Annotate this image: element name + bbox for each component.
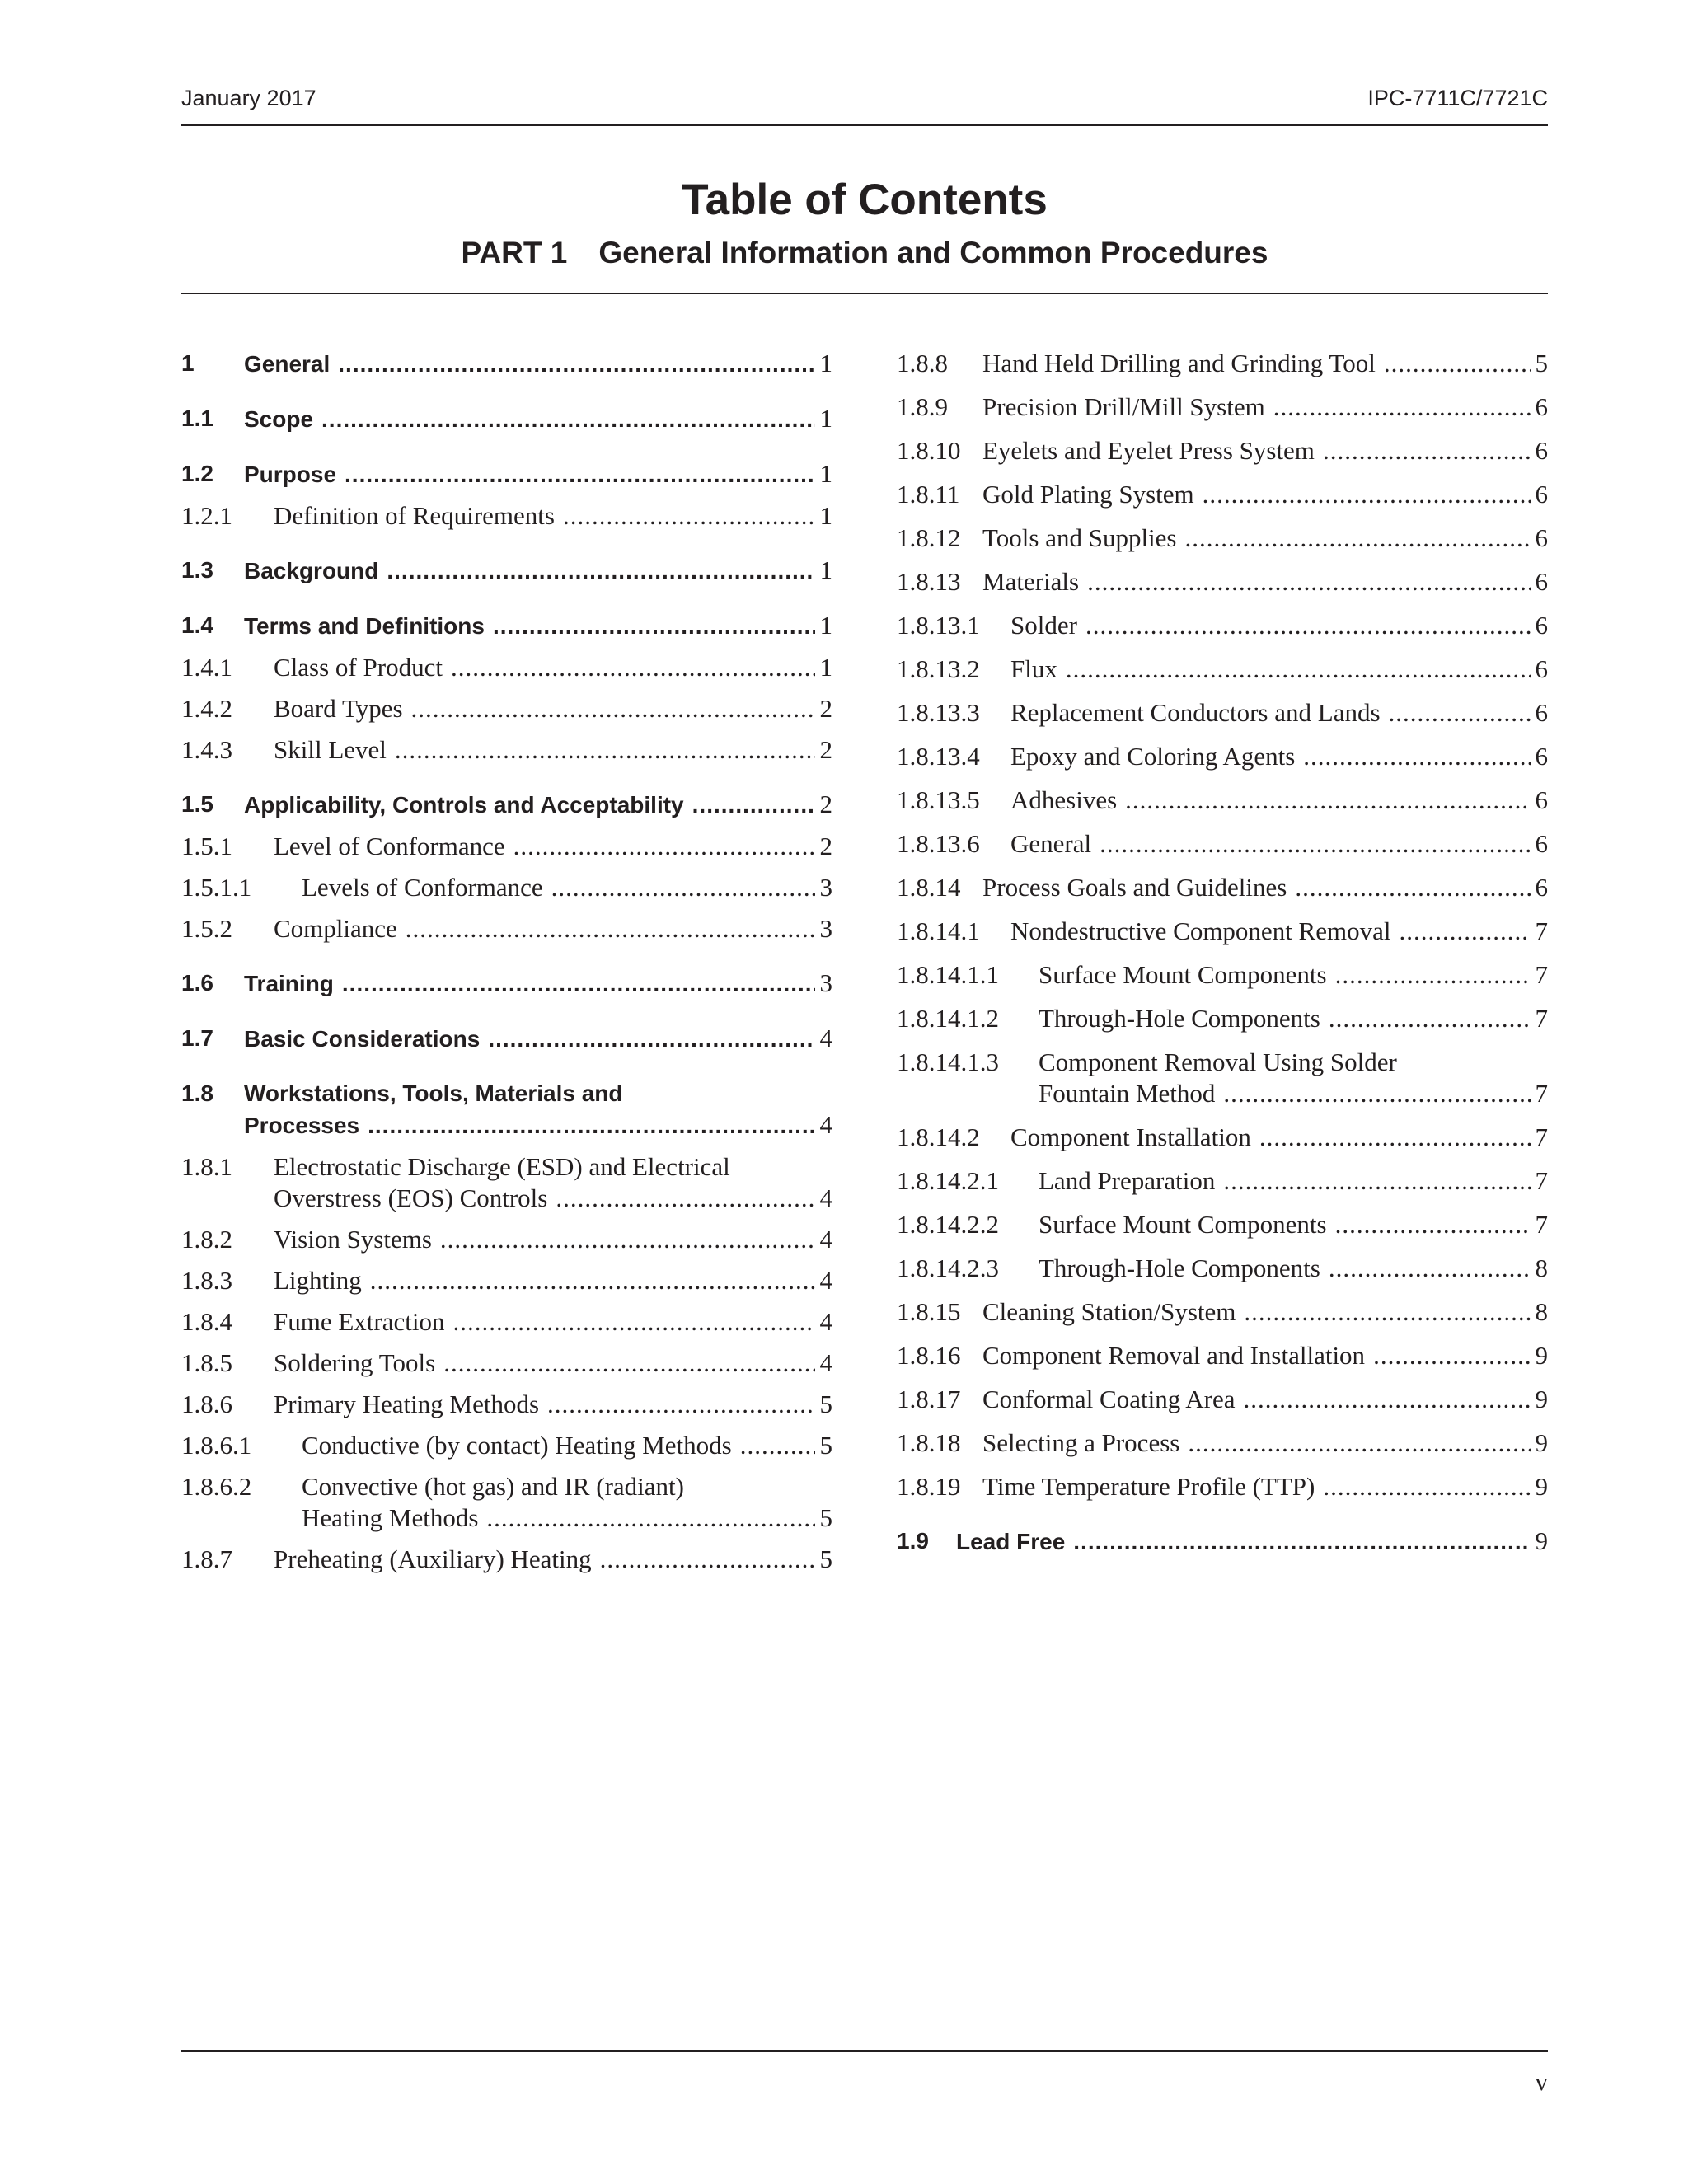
dot-leader	[563, 500, 815, 532]
toc-entry-number: 1.2	[181, 461, 213, 486]
toc-entry-label: Through-Hole Components	[1039, 1254, 1320, 1282]
toc-entry-page: 5	[819, 1390, 832, 1418]
toc-entry-number: 1.5.2	[181, 914, 232, 943]
toc-entry-number: 1.8.6.1	[181, 1431, 252, 1460]
header-document-id: IPC-7711C/7721C	[1367, 86, 1548, 110]
title-rule	[181, 293, 1548, 294]
toc-entry-page: 1	[819, 611, 832, 640]
toc-entry[interactable]	[897, 654, 1548, 685]
dot-leader	[513, 831, 815, 862]
toc-entry-label: Soldering Tools	[274, 1348, 436, 1377]
dot-leader	[1329, 1253, 1531, 1284]
dot-leader	[547, 1389, 814, 1420]
toc-entry[interactable]	[897, 1209, 1548, 1240]
toc-entry-page: 4	[819, 1183, 832, 1212]
toc-entry-number: 1.1	[181, 405, 213, 431]
page-number: v	[1535, 2067, 1548, 2096]
toc-entry[interactable]	[181, 1078, 832, 1141]
toc-entry-label: Terms and Definitions	[244, 613, 485, 639]
toc-entry-page: 1	[819, 501, 832, 530]
dot-leader	[1223, 1078, 1530, 1109]
toc-entry-label: Materials	[982, 567, 1080, 596]
toc-entry[interactable]	[897, 610, 1548, 641]
toc-entry[interactable]	[897, 1296, 1548, 1328]
toc-entry-label: Electrostatic Discharge (ESD) and Electrical	[274, 1152, 730, 1181]
toc-entry-page: 7	[1535, 1210, 1548, 1239]
toc-entry[interactable]	[897, 785, 1548, 816]
toc-entry-label: General	[244, 351, 331, 377]
toc-entry-page: 2	[819, 832, 832, 860]
dot-leader	[1223, 1165, 1530, 1197]
toc-entry[interactable]	[181, 789, 832, 821]
toc-entry-label: Definition of Requirements	[274, 501, 555, 530]
toc-entry[interactable]	[181, 1265, 832, 1296]
toc-entry[interactable]	[181, 1544, 832, 1575]
toc-entry-number: 1.3	[181, 557, 213, 583]
toc-entry[interactable]	[181, 1471, 832, 1534]
toc-entry-number: 1.7	[181, 1025, 213, 1051]
toc-entry-page: 7	[1535, 960, 1548, 989]
toc-entry-number: 1.5.1.1	[181, 873, 252, 902]
part-subtitle	[181, 236, 1548, 270]
toc-entry-label: Nondestructive Component Removal	[1010, 916, 1391, 945]
toc-entry-label: Time Temperature Profile (TTP)	[982, 1472, 1315, 1501]
toc-entry-label: Land Preparation	[1039, 1166, 1216, 1195]
toc-entry-page: 6	[1535, 523, 1548, 552]
toc-entry-number: 1.8.11	[897, 480, 960, 509]
toc-entry[interactable]	[181, 500, 832, 532]
toc-entry-number: 1.8.16	[897, 1341, 961, 1370]
dot-leader	[1389, 697, 1531, 729]
toc-entry-label-continued: Fountain Method	[1039, 1079, 1216, 1108]
dot-leader	[1273, 391, 1531, 423]
dot-leader	[1087, 566, 1530, 598]
dot-leader	[1329, 1003, 1531, 1034]
toc-entry-label: Component Removal and Installation	[982, 1341, 1366, 1370]
toc-entry-label: Conformal Coating Area	[982, 1385, 1236, 1413]
dot-leader	[338, 349, 814, 380]
toc-entry-label: Precision Drill/Mill System	[982, 392, 1265, 421]
toc-entry[interactable]	[897, 479, 1548, 510]
toc-entry-number: 1.8.13.5	[897, 785, 980, 814]
toc-entry-label: Compliance	[274, 914, 397, 943]
dot-leader	[488, 1024, 814, 1055]
toc-entry-label: Fume Extraction	[274, 1307, 445, 1336]
toc-entry[interactable]	[181, 403, 832, 435]
toc-entry-number: 1.8.14.2.2	[897, 1210, 999, 1239]
toc-entry[interactable]	[181, 1023, 832, 1055]
part-title: General Information and Common Procedures	[598, 236, 1268, 269]
toc-entry-number: 1.4.2	[181, 694, 232, 723]
toc-entry[interactable]	[897, 523, 1548, 554]
toc-entry[interactable]	[181, 1347, 832, 1379]
dot-leader	[1185, 523, 1531, 554]
dot-leader	[387, 555, 814, 587]
dot-leader	[1125, 785, 1530, 816]
toc-entry-number: 1.8.7	[181, 1544, 232, 1573]
toc-entry[interactable]	[897, 1253, 1548, 1284]
toc-entry-page: 5	[819, 1544, 832, 1573]
dot-leader	[1100, 828, 1530, 860]
toc-entry-number: 1.8.13.4	[897, 742, 980, 771]
toc-entry-page: 9	[1535, 1472, 1548, 1501]
toc-entry-label: Adhesives	[1010, 785, 1118, 814]
dot-leader	[692, 790, 815, 821]
dot-leader	[486, 1502, 814, 1534]
toc-entry-number: 1.8.5	[181, 1348, 232, 1377]
toc-entry-label: Background	[244, 558, 379, 583]
toc-entry[interactable]	[181, 872, 832, 903]
dot-leader	[345, 459, 814, 490]
dot-leader	[1066, 654, 1531, 685]
toc-entry[interactable]	[181, 968, 832, 1000]
footer-rule	[181, 2050, 1548, 2052]
toc-entry-number: 1.8.18	[897, 1428, 961, 1457]
dot-leader	[321, 404, 814, 435]
toc-entry-number: 1.8.10	[897, 436, 961, 465]
toc-entry[interactable]	[897, 959, 1548, 991]
toc-entry-label: Preheating (Auxiliary) Heating	[274, 1544, 592, 1573]
toc-entry[interactable]	[181, 693, 832, 724]
toc-entry-page: 8	[1535, 1254, 1548, 1282]
toc-entry-label-continued: Processes	[244, 1113, 360, 1138]
toc-entry[interactable]	[897, 1471, 1548, 1502]
toc-entry-label: Component Installation	[1010, 1122, 1251, 1151]
dot-leader	[1244, 1296, 1530, 1328]
toc-entry-page: 1	[819, 459, 832, 488]
toc-entry-number: 1.8.9	[897, 392, 948, 421]
part-number: PART 1	[461, 236, 568, 269]
toc-entry-page: 1	[819, 404, 832, 433]
toc-entry-label: Workstations, Tools, Materials and	[244, 1080, 623, 1106]
toc-entry-label: Levels of Conformance	[302, 873, 543, 902]
toc-entry-page: 4	[819, 1024, 832, 1052]
toc-entry-number: 1.8.4	[181, 1307, 232, 1336]
toc-entry-page: 6	[1535, 436, 1548, 465]
toc-entry-label: Primary Heating Methods	[274, 1390, 540, 1418]
toc-entry-number: 1.6	[181, 970, 213, 996]
toc-entry[interactable]	[897, 916, 1548, 947]
dot-leader	[452, 1306, 814, 1338]
toc-entry-number: 1.8.13.3	[897, 698, 980, 727]
toc-entry-page: 2	[819, 694, 832, 723]
toc-entry[interactable]	[897, 566, 1548, 598]
toc-right-column	[897, 348, 1548, 1558]
toc-entry-number: 1.5	[181, 791, 213, 817]
toc-entry-page: 4	[819, 1110, 832, 1139]
toc-entry-number: 1.8.2	[181, 1225, 232, 1254]
toc-entry-page: 2	[819, 790, 832, 818]
toc-entry-label: Gold Plating System	[982, 480, 1194, 509]
toc-entry-number: 1.8.13.2	[897, 654, 980, 683]
page-title: Table of Contents	[682, 176, 1048, 224]
dot-leader	[740, 1430, 815, 1461]
dot-leader	[1303, 741, 1530, 772]
toc-entry-page: 1	[819, 349, 832, 377]
toc-entry[interactable]	[897, 741, 1548, 772]
toc-entry-label: Vision Systems	[274, 1225, 432, 1254]
toc-entry-number: 1.8.3	[181, 1266, 232, 1295]
toc-entry-page: 4	[819, 1307, 832, 1336]
toc-entry-number: 1.8.13	[897, 567, 961, 596]
dot-leader	[1244, 1384, 1531, 1415]
toc-entry-page: 6	[1535, 698, 1548, 727]
toc-entry[interactable]	[897, 872, 1548, 903]
toc-entry[interactable]	[181, 1224, 832, 1255]
toc-entry-number: 1.8.6	[181, 1390, 232, 1418]
toc-entry[interactable]	[897, 1526, 1548, 1558]
toc-entry-number: 1.8	[181, 1080, 213, 1106]
dot-leader	[443, 1347, 814, 1379]
toc-entry[interactable]	[897, 1384, 1548, 1415]
toc-entry-page: 4	[819, 1266, 832, 1295]
dot-leader	[1295, 872, 1530, 903]
toc-entry-page: 1	[819, 653, 832, 682]
toc-entry[interactable]	[181, 1151, 832, 1214]
toc-entry-page: 9	[1535, 1341, 1548, 1370]
toc-entry[interactable]	[897, 435, 1548, 466]
toc-entry[interactable]	[897, 1003, 1548, 1034]
toc-entry-page: 6	[1535, 829, 1548, 858]
toc-entry-number: 1.8.13.6	[897, 829, 980, 858]
toc-left-column	[181, 348, 832, 1575]
dot-leader	[1259, 1122, 1531, 1153]
toc-entry-page: 2	[819, 735, 832, 764]
dot-leader	[342, 968, 815, 1000]
toc-entry-page: 9	[1535, 1428, 1548, 1457]
toc-entry[interactable]	[181, 458, 832, 490]
toc-entry-page: 6	[1535, 392, 1548, 421]
toc-entry-label: Solder	[1010, 611, 1077, 640]
toc-entry-page: 6	[1535, 567, 1548, 596]
toc-entry-page: 7	[1535, 1122, 1548, 1151]
toc-entry-number: 1.8.1	[181, 1152, 232, 1181]
toc-entry-page: 8	[1535, 1297, 1548, 1326]
toc-entry[interactable]	[897, 391, 1548, 423]
dot-leader	[1085, 610, 1531, 641]
dot-leader	[440, 1224, 815, 1255]
toc-entry-label: Flux	[1010, 654, 1057, 683]
toc-entry[interactable]	[897, 348, 1548, 379]
toc-entry-page: 6	[1535, 480, 1548, 509]
dot-leader	[370, 1265, 815, 1296]
toc-entry-label: Class of Product	[274, 653, 443, 682]
toc-entry[interactable]	[181, 1430, 832, 1461]
toc-entry[interactable]	[181, 913, 832, 944]
toc-entry-number: 1.8.15	[897, 1297, 961, 1326]
toc-entry[interactable]	[181, 348, 832, 380]
toc-entry-number: 1.8.14.2	[897, 1122, 980, 1151]
toc-entry[interactable]	[897, 697, 1548, 729]
toc-entry[interactable]	[897, 1047, 1548, 1109]
toc-entry-number: 1.9	[897, 1528, 929, 1554]
dot-leader	[1188, 1427, 1530, 1459]
toc-entry-number: 1.8.14	[897, 873, 961, 902]
toc-entry-label: General	[1010, 829, 1092, 858]
toc-entry[interactable]	[181, 1389, 832, 1420]
toc-entry-number: 1.8.14.1.1	[897, 960, 999, 989]
dot-leader	[1335, 1209, 1531, 1240]
toc-entry-label: Basic Considerations	[244, 1026, 481, 1052]
dot-leader	[411, 693, 815, 724]
toc-entry-number: 1.8.14.2.1	[897, 1166, 999, 1195]
toc-entry-label: Epoxy and Coloring Agents	[1010, 742, 1296, 771]
toc-entry-number: 1.8.8	[897, 349, 948, 377]
dot-leader	[556, 1183, 814, 1214]
toc-entry-label: Tools and Supplies	[982, 523, 1177, 552]
dot-leader	[493, 611, 815, 642]
dot-leader	[395, 734, 815, 766]
toc-entry[interactable]	[897, 828, 1548, 860]
toc-entry-page: 5	[1535, 349, 1548, 377]
toc-entry-label: Through-Hole Components	[1039, 1004, 1320, 1033]
toc-entry-label: Surface Mount Components	[1039, 960, 1327, 989]
toc-entry[interactable]	[181, 555, 832, 587]
running-header	[181, 86, 1548, 125]
toc-entry-page: 9	[1535, 1526, 1548, 1555]
toc-entry-number: 1.4.1	[181, 653, 232, 682]
toc-entry-label: Replacement Conductors and Lands	[1010, 698, 1381, 727]
toc-entry-page: 5	[819, 1503, 832, 1532]
toc-entry-number: 1.8.14.1.3	[897, 1047, 999, 1076]
dot-leader	[600, 1544, 815, 1575]
toc-entry[interactable]	[897, 1122, 1548, 1153]
toc-entry[interactable]	[897, 1427, 1548, 1459]
toc-entry-page: 9	[1535, 1385, 1548, 1413]
toc-entry-page: 6	[1535, 742, 1548, 771]
toc-entry-label: Scope	[244, 406, 314, 432]
toc-entry-page: 4	[819, 1225, 832, 1254]
dot-leader	[1323, 1471, 1530, 1502]
dot-leader	[1323, 435, 1531, 466]
toc-entry-label-continued: Overstress (EOS) Controls	[274, 1183, 548, 1212]
toc-entry[interactable]	[181, 652, 832, 683]
dot-leader	[1384, 348, 1531, 379]
toc-entry-label: Training	[244, 971, 334, 996]
dot-leader	[1073, 1526, 1530, 1558]
toc-entry-number: 1.8.17	[897, 1385, 961, 1413]
dot-leader	[1203, 479, 1531, 510]
toc-entry[interactable]	[181, 610, 832, 642]
toc-entry-page: 7	[1535, 1004, 1548, 1033]
toc-entry-page: 6	[1535, 611, 1548, 640]
toc-entry-number: 1.8.14.1.2	[897, 1004, 999, 1033]
toc-entry[interactable]	[181, 831, 832, 862]
toc-entry-number: 1.8.12	[897, 523, 961, 552]
toc-entry-number: 1.4.3	[181, 735, 232, 764]
dot-leader	[1335, 959, 1531, 991]
toc-entry-label: Eyelets and Eyelet Press System	[982, 436, 1315, 465]
toc-entry-page: 5	[819, 1431, 832, 1460]
toc-entry-label: Surface Mount Components	[1039, 1210, 1327, 1239]
toc-entry-number: 1.4	[181, 612, 213, 638]
toc-entry-number: 1	[181, 350, 195, 376]
toc-entry-number: 1.8.14.2.3	[897, 1254, 999, 1282]
toc-entry-label: Applicability, Controls and Acceptability	[244, 792, 684, 818]
toc-entry-page: 3	[819, 873, 832, 902]
toc-entry-number: 1.8.6.2	[181, 1472, 252, 1501]
toc-entry-label: Convective (hot gas) and IR (radiant)	[302, 1472, 684, 1501]
toc-entry-label: Process Goals and Guidelines	[982, 873, 1287, 902]
toc-entry-label: Board Types	[274, 694, 403, 723]
toc-entry-number: 1.8.13.1	[897, 611, 980, 640]
toc-entry-page: 3	[819, 968, 832, 997]
toc-entry-page: 4	[819, 1348, 832, 1377]
toc-entry[interactable]	[181, 734, 832, 766]
toc-entry[interactable]	[181, 1306, 832, 1338]
dot-leader	[368, 1110, 814, 1141]
toc-entry-page: 7	[1535, 916, 1548, 945]
toc-entry-number: 1.2.1	[181, 501, 232, 530]
toc-entry-label: Level of Conformance	[274, 832, 505, 860]
toc-entry-label: Hand Held Drilling and Grinding Tool	[982, 349, 1376, 377]
toc-entry-label: Selecting a Process	[982, 1428, 1180, 1457]
toc-entry-number: 1.5.1	[181, 832, 232, 860]
toc-entry-label-continued: Heating Methods	[302, 1503, 479, 1532]
toc-entry-page: 3	[819, 914, 832, 943]
toc-entry-label: Conductive (by contact) Heating Methods	[302, 1431, 732, 1460]
toc-entry-label: Lead Free	[956, 1529, 1066, 1554]
dot-leader	[1399, 916, 1530, 947]
toc-entry-page: 6	[1535, 785, 1548, 814]
toc-entry-page: 6	[1535, 654, 1548, 683]
toc-entry[interactable]	[897, 1165, 1548, 1197]
toc-entry-number: 1.8.19	[897, 1472, 961, 1501]
dot-leader	[551, 872, 815, 903]
toc-entry[interactable]	[897, 1340, 1548, 1371]
toc-entry-label: Purpose	[244, 462, 337, 487]
dot-leader	[406, 913, 815, 944]
dot-leader	[451, 652, 815, 683]
dot-leader	[1373, 1340, 1530, 1371]
toc-entry-page: 7	[1535, 1166, 1548, 1195]
header-rule	[181, 124, 1548, 126]
toc-entry-number: 1.8.14.1	[897, 916, 980, 945]
toc-entry-label: Cleaning Station/System	[982, 1297, 1236, 1326]
toc-entry-page: 1	[819, 555, 832, 584]
toc-entry-page: 7	[1535, 1079, 1548, 1108]
toc-entry-label: Skill Level	[274, 735, 387, 764]
toc-entry-label: Component Removal Using Solder	[1039, 1047, 1397, 1076]
toc-entry-page: 6	[1535, 873, 1548, 902]
header-date: January 2017	[181, 86, 316, 110]
toc-entry-label: Lighting	[274, 1266, 362, 1295]
